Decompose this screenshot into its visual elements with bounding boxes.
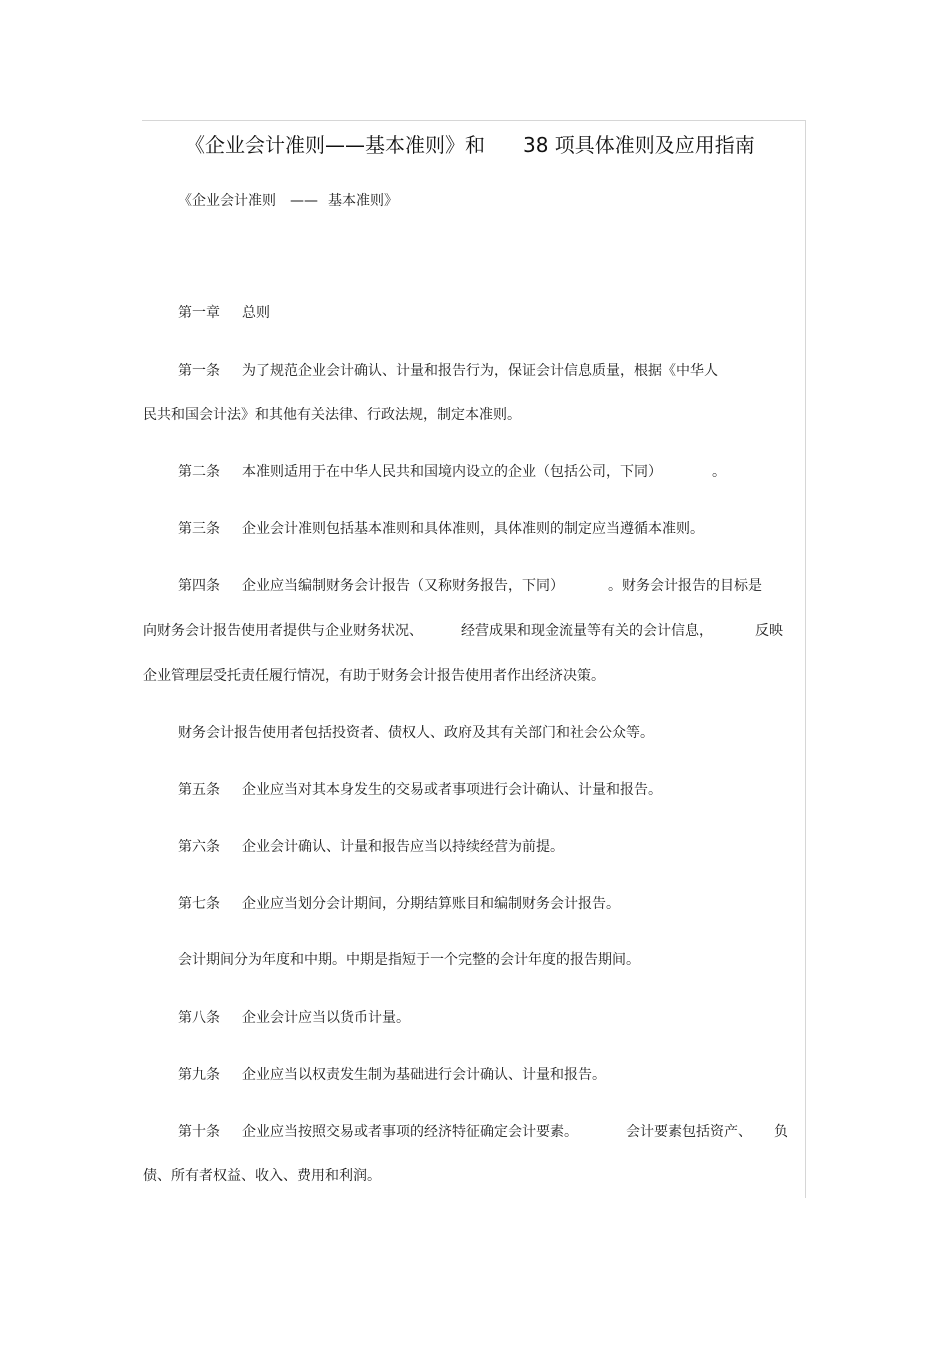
article-1 [178, 361, 718, 381]
subtitle-part-a: 《企业会计准则 [178, 193, 276, 209]
article-label: 第六条 [178, 839, 220, 855]
article-7-paragraph-2 [178, 950, 640, 970]
article-text: 。财务会计报告的目标是 [608, 578, 762, 594]
article-label: 第五条 [178, 782, 220, 798]
article-10-continuation [143, 1166, 381, 1186]
article-label: 第十条 [178, 1124, 220, 1140]
article-text: 本准则适用于在中华人民共和国境内设立的企业（包括公司，下同） [242, 464, 662, 480]
article-text: 债、所有者权益、收入、费用和利润。 [143, 1168, 381, 1184]
article-label: 第二条 [178, 464, 220, 480]
article-1-continuation [143, 405, 521, 425]
article-2 [178, 462, 726, 482]
document-subtitle [178, 191, 398, 211]
subtitle-part-c: 基本准则》 [328, 193, 398, 209]
article-text: 企业应当以权责发生制为基础进行会计确认、计量和报告。 [242, 1067, 606, 1083]
article-text: 财务会计报告使用者包括投资者、债权人、政府及其有关部门和社会公众等。 [178, 725, 654, 741]
article-label: 第七条 [178, 896, 220, 912]
article-text: 企业会计应当以货币计量。 [242, 1010, 410, 1026]
article-text: 会计期间分为年度和中期。中期是指短于一个完整的会计年度的报告期间。 [178, 952, 640, 968]
article-text: 会计要素包括资产、 [626, 1124, 752, 1140]
article-text: 负 [774, 1124, 788, 1140]
subtitle-part-b: —— [290, 193, 318, 209]
article-text: 向财务会计报告使用者提供与企业财务状况、 [143, 623, 423, 639]
article-8 [178, 1008, 410, 1028]
article-4-continuation-2 [143, 666, 605, 686]
article-4 [178, 576, 762, 596]
chapter-heading [178, 303, 270, 323]
article-text: 企业应当划分会计期间，分期结算账目和编制财务会计报告。 [242, 896, 620, 912]
article-3 [178, 519, 704, 539]
chapter-label: 第一章 [178, 305, 220, 321]
article-text: 反映 [755, 623, 783, 639]
article-text: 为了规范企业会计确认、计量和报告行为，保证会计信息质量，根据《中华人 [242, 363, 718, 379]
article-text: 经营成果和现金流量等有关的会计信息， [461, 623, 713, 639]
article-text: 。 [712, 464, 726, 480]
article-6 [178, 837, 564, 857]
article-label: 第八条 [178, 1010, 220, 1026]
article-4-paragraph-2 [178, 723, 654, 743]
article-10 [178, 1122, 788, 1142]
article-text: 企业应当按照交易或者事项的经济特征确定会计要素。 [242, 1124, 578, 1140]
article-label: 第一条 [178, 363, 220, 379]
article-label: 第九条 [178, 1067, 220, 1083]
article-5 [178, 780, 662, 800]
article-text: 企业会计确认、计量和报告应当以持续经营为前提。 [242, 839, 564, 855]
article-7 [178, 894, 620, 914]
document-title-part2: 38 项具体准则及应用指南 [523, 133, 755, 157]
chapter-name: 总则 [242, 305, 270, 321]
document-title-part1: 《企业会计准则——基本准则》和 [185, 133, 485, 157]
article-text: 企业应当编制财务会计报告（又称财务报告，下同） [242, 578, 564, 594]
article-text: 企业应当对其本身发生的交易或者事项进行会计确认、计量和报告。 [242, 782, 662, 798]
article-9 [178, 1065, 606, 1085]
page-frame [142, 120, 806, 1198]
document-title [185, 131, 755, 159]
article-label: 第三条 [178, 521, 220, 537]
article-text: 民共和国会计法》和其他有关法律、行政法规，制定本准则。 [143, 407, 521, 423]
article-text: 企业会计准则包括基本准则和具体准则，具体准则的制定应当遵循本准则。 [242, 521, 704, 537]
article-4-continuation [143, 621, 783, 641]
article-label: 第四条 [178, 578, 220, 594]
article-text: 企业管理层受托责任履行情况，有助于财务会计报告使用者作出经济决策。 [143, 668, 605, 684]
